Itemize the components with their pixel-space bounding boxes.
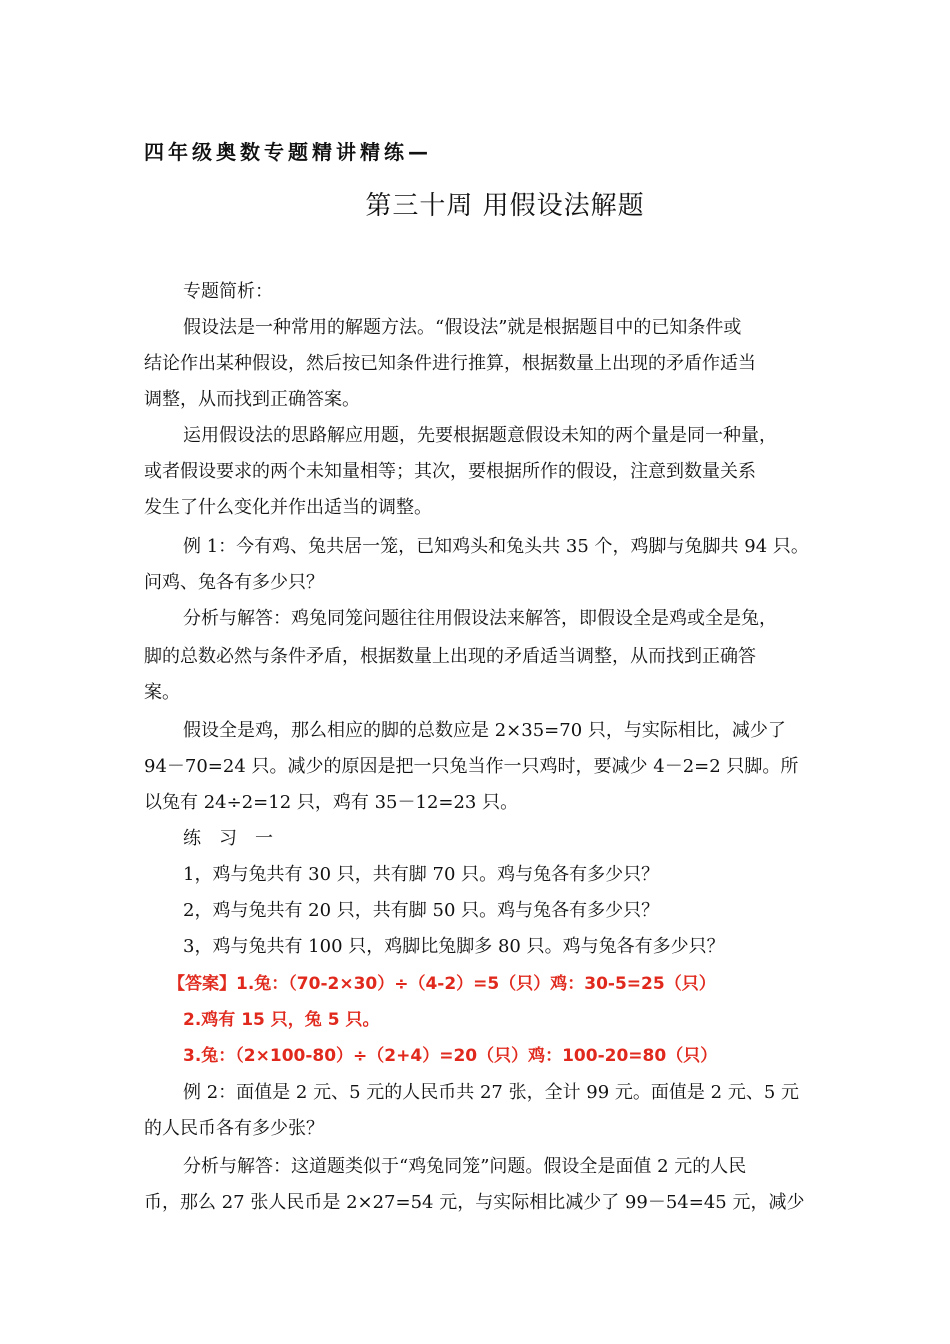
paragraph-line: 运用假设法的思路解应用题，先要根据题意假设未知的两个量是同一种量， (183, 425, 777, 446)
paragraph-line: 分析与解答：鸡兔同笼问题往往用假设法来解答，即假设全是鸡或全是兔， (183, 608, 777, 629)
paragraph-line: 或者假设要求的两个未知量相等；其次，要根据所作的假设，注意到数量关系 (144, 461, 756, 482)
paragraph-line: 假设法是一种常用的解题方法。“假设法”就是根据题目中的已知条件或 (183, 317, 742, 338)
series-title: 四年级奥数专题精讲精练— (144, 140, 432, 164)
paragraph-line: 脚的总数必然与条件矛盾，根据数量上出现的矛盾适当调整，从而找到正确答 (144, 646, 756, 667)
answer-line: 【答案】1.兔：（70-2×30）÷（4-2）=5（只）鸡：30-5=25（只） (168, 974, 716, 994)
example-line: 的人民币各有多少张？ (144, 1118, 324, 1139)
paragraph-line: 案。 (144, 682, 180, 703)
exercise-item: 1，鸡与兔共有 30 只，共有脚 70 只。鸡与兔各有多少只？ (183, 864, 660, 885)
paragraph-line: 以兔有 24÷2=12 只，鸡有 35－12=23 只。 (144, 792, 519, 813)
paragraph-line: 94－70=24 只。减少的原因是把一只兔当作一只鸡时，要减少 4－2=2 只脚。所 (144, 756, 799, 777)
example-line: 例 1：今有鸡、兔共居一笼，已知鸡头和兔头共 35 个，鸡脚与兔脚共 94 只。 (183, 536, 809, 557)
page-title: 第三十周 用假设法解题 (365, 191, 645, 221)
example-line: 问鸡、兔各有多少只？ (144, 572, 324, 593)
exercise-item: 3，鸡与兔共有 100 只，鸡脚比兔脚多 80 只。鸡与兔各有多少只？ (183, 936, 725, 957)
exercise-heading: 练 习 一 (183, 828, 273, 849)
paragraph-line: 分析与解答：这道题类似于“鸡兔同笼”问题。假设全是面值 2 元的人民 (183, 1156, 747, 1177)
paragraph-line: 假设全是鸡，那么相应的脚的总数应是 2×35=70 只，与实际相比，减少了 (183, 720, 786, 741)
section-heading: 专题简析： (183, 281, 273, 302)
exercise-item: 2，鸡与兔共有 20 只，共有脚 50 只。鸡与兔各有多少只？ (183, 900, 660, 921)
paragraph-line: 发生了什么变化并作出适当的调整。 (144, 497, 432, 518)
answer-line: 2.鸡有 15 只，兔 5 只。 (183, 1010, 380, 1030)
answer-line: 3.兔：（2×100-80）÷（2+4）=20（只）鸡：100-20=80（只） (183, 1046, 718, 1066)
paragraph-line: 币，那么 27 张人民币是 2×27=54 元，与实际相比减少了 99－54=45 元，减少 (144, 1192, 805, 1213)
paragraph-line: 调整，从而找到正确答案。 (144, 389, 360, 410)
paragraph-line: 结论作出某种假设，然后按已知条件进行推算，根据数量上出现的矛盾作适当 (144, 353, 756, 374)
example-line: 例 2：面值是 2 元、5 元的人民币共 27 张，全计 99 元。面值是 2 元、5 元 (183, 1082, 800, 1103)
